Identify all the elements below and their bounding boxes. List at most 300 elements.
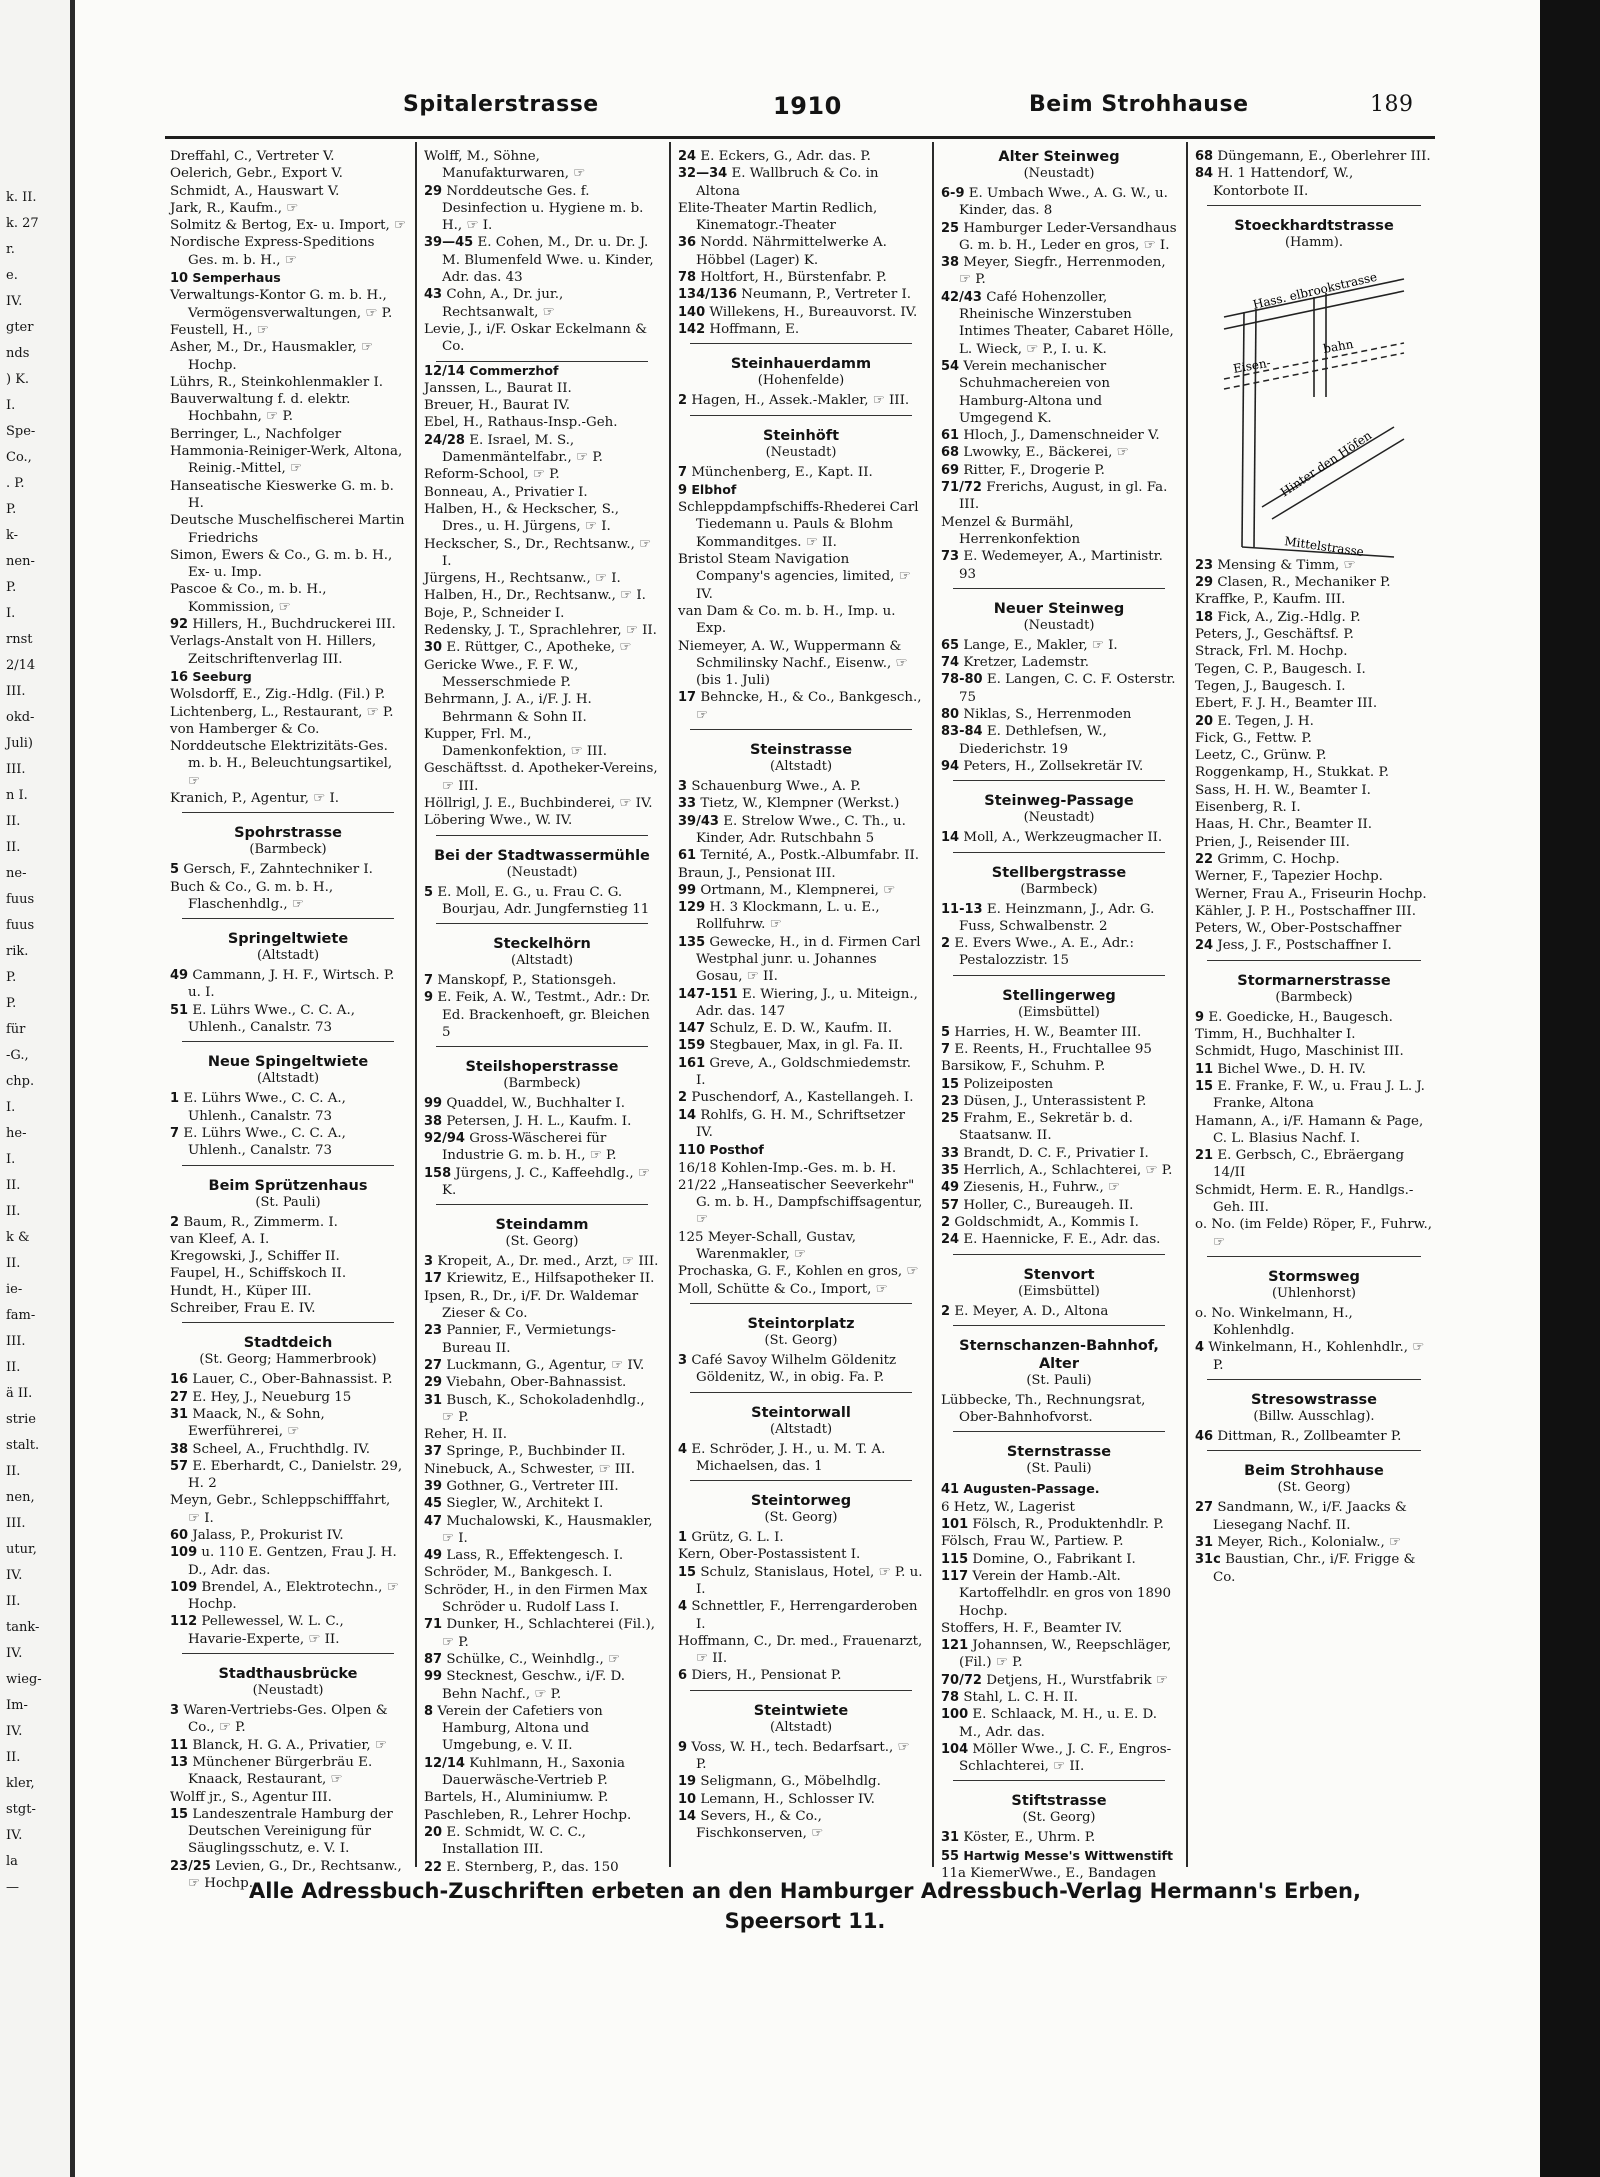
section-rule: [1207, 960, 1421, 961]
house-number: 159: [678, 1038, 706, 1054]
entry-text: E. Hey, J., Neueburg 15: [192, 1389, 352, 1405]
house-number: 60: [170, 1528, 189, 1543]
entry-text: E. Moll, E. G., u. Frau C. G. Bourjau, Adr. Jungfernstieg 11: [437, 884, 650, 917]
section-rule: [182, 1041, 394, 1042]
district-label: (St. Georg): [1022, 1810, 1096, 1826]
directory-entry: [1195, 591, 1433, 608]
entry-text: Höllrigl, J. E., Buchbinderei, ☞ IV.: [424, 795, 653, 811]
section-rule: [953, 1431, 1165, 1432]
section-rule: [690, 1303, 912, 1304]
directory-entry: [1195, 165, 1433, 200]
previous-page-fragment: rik.: [6, 944, 29, 959]
entry-text: Lange, E., Makler, ☞ I.: [963, 637, 1118, 653]
district-label: (Neustadt): [1023, 810, 1095, 826]
directory-entry: [1195, 678, 1433, 695]
district-label: (Altstadt): [256, 948, 320, 964]
previous-page-fragment: fuus: [6, 892, 35, 907]
house-number: 80: [941, 707, 960, 723]
house-number: 38: [170, 1441, 189, 1457]
street-heading: Stormarnerstrasse: [1237, 972, 1391, 989]
directory-entry: [424, 362, 660, 380]
directory-entry: [941, 254, 1177, 289]
entry-text: Verein mechanischer Schuhmachereien von Hamburg-Altona und Umgegend K.: [959, 358, 1110, 426]
entry-text: Fölsch, Frau W., Partiew. P.: [941, 1534, 1124, 1550]
map-label-street: Hinter den Höfen: [1277, 428, 1375, 500]
directory-entry: [941, 1551, 1177, 1568]
entry-text: Ternité, A., Postk.-Albumfabr. II.: [700, 848, 920, 864]
district-label: (Altstadt): [769, 759, 833, 775]
entry-text: Ninebuck, A., Schwester, ☞ III.: [424, 1461, 635, 1477]
district-label: (St. Georg): [1277, 1480, 1351, 1496]
directory-entry: [678, 638, 924, 690]
directory-entry: [424, 1755, 660, 1790]
entry-text: o. No. (im Felde) Röper, F., Fuhrw., ☞: [1195, 1217, 1432, 1250]
directory-entry: [678, 689, 924, 724]
directory-entry: [941, 289, 1177, 358]
house-number: 55: [941, 1848, 960, 1864]
directory-entry: [678, 269, 924, 286]
entry-text: Landeszentrale Hamburg der Deutschen Vereinigung für Säuglingsschutz, e. V. I.: [188, 1806, 393, 1857]
directory-entry: [1195, 1043, 1433, 1060]
directory-entry: [941, 427, 1177, 444]
house-number: 23: [941, 1093, 960, 1109]
entry-text: Pellewessel, W. L. C., Havarie-Experte, ☞ II.: [188, 1614, 344, 1647]
building-name: Augusten-Passage.: [963, 1481, 1100, 1497]
entry-text: Quaddel, W., Buchhalter I.: [446, 1096, 625, 1112]
house-number: 2: [678, 393, 688, 409]
directory-entry: [170, 1702, 406, 1737]
house-number: 19: [678, 1774, 697, 1790]
entry-text: Hammonia-Reiniger-Werk, Altona, Reinig.-Mittel, ☞: [170, 444, 403, 477]
house-number: 99: [678, 882, 697, 898]
directory-entry: [941, 1110, 1177, 1145]
entry-text: Schleppdampfschiffs-Rhederei Carl Tiedemann u. Pauls & Blohm Kommanditges. ☞ II.: [678, 500, 919, 550]
section-rule: [436, 1204, 648, 1205]
column-4: [941, 148, 1177, 1882]
entry-text: Gothner, G., Vertreter III.: [446, 1479, 619, 1494]
entry-text: Muchalowski, K., Hausmakler, ☞ I.: [442, 1513, 653, 1546]
house-number: 12/14: [424, 1755, 465, 1771]
directory-entry: [678, 1633, 924, 1668]
house-number: 135: [678, 934, 706, 950]
house-number: 142: [678, 321, 706, 337]
directory-entry: [170, 1002, 406, 1037]
street-heading: Beim Strohhause: [1244, 1463, 1384, 1480]
previous-page-fragment: stgt-: [6, 1802, 36, 1817]
house-number: 94: [941, 758, 960, 774]
house-number: 1: [678, 1530, 688, 1546]
directory-entry: [678, 778, 924, 795]
entry-text: E. Lührs Wwe., C. C. A., Uhlenh., Canalstr. 73: [183, 1125, 346, 1159]
directory-entry: [678, 1529, 924, 1546]
directory-entry: [941, 1480, 1177, 1498]
directory-entry: [424, 1443, 660, 1460]
directory-entry: [1195, 834, 1433, 851]
directory-entry: [941, 444, 1177, 461]
entry-text: 11a KiemerWwe., E., Bandagen: [941, 1866, 1157, 1882]
map-label-street: Mittelstrasse: [1283, 533, 1365, 559]
directory-entry: [678, 464, 924, 481]
house-number: 6-9: [941, 186, 965, 201]
entry-text: Peters, W., Ober-Postschaffner: [1195, 921, 1402, 937]
entry-text: Redensky, J. T., Sprachlehrer, ☞ II.: [424, 623, 657, 639]
previous-page-fragment: II.: [6, 840, 21, 855]
entry-text: Berringer, L., Nachfolger: [170, 426, 342, 442]
section-rule: [953, 588, 1165, 589]
house-number: 92: [170, 617, 189, 633]
directory-entry: [1195, 937, 1433, 954]
entry-text: Düngemann, E., Oberlehrer III.: [1217, 149, 1431, 164]
entry-text: Paschleben, R., Lehrer Hochp.: [424, 1807, 632, 1823]
entry-text: E. Goedicke, H., Baugesch.: [1208, 1009, 1393, 1025]
entry-text: E. Schmidt, W. C. C., Installation III.: [442, 1824, 586, 1858]
previous-page-fragment: IV.: [6, 1568, 23, 1583]
house-number: 3: [170, 1703, 180, 1719]
house-number: 1: [170, 1091, 180, 1107]
entry-text: Café Savoy Wilhelm Göldenitz Göldenitz, W., in obig. Fa. P.: [691, 1352, 897, 1386]
entry-text: Kupper, Frl. M., Damenkonfektion, ☞ III.: [424, 726, 608, 760]
directory-entry: [678, 1177, 924, 1229]
directory-entry: [941, 758, 1177, 775]
entry-text: Ortmann, M., Klempnerei, ☞: [700, 882, 896, 898]
directory-entry: [424, 1165, 660, 1200]
directory-entry: [424, 321, 660, 356]
house-number: 23/25: [170, 1858, 211, 1874]
directory-entry: [941, 1024, 1177, 1041]
house-number: 45: [424, 1496, 443, 1512]
street-heading: Steinweg-Passage: [984, 793, 1134, 810]
district-label: (St. Pauli): [1026, 1461, 1092, 1477]
house-number: 68: [941, 445, 960, 461]
entry-text: Levien, G., Dr., Rechtsanw., ☞ Hochp.: [188, 1858, 402, 1892]
district-label: (Neustadt): [765, 444, 837, 460]
section-rule: [690, 1392, 912, 1393]
directory-entry: [678, 1739, 924, 1774]
entry-text: Ipsen, R., Dr., i/F. Dr. Waldemar Zieser & Co.: [424, 1288, 639, 1322]
entry-text: Sass, H. H. W., Beamter I.: [1195, 782, 1371, 798]
entry-text: Domine, O., Fabrikant I.: [972, 1551, 1136, 1567]
entry-text: Boje, P., Schneider I.: [424, 605, 565, 621]
house-number: 21: [1195, 1148, 1214, 1164]
directory-entry: [170, 1754, 406, 1789]
directory-entry: [678, 392, 924, 409]
previous-page-fragment: rnst: [6, 632, 33, 647]
house-number: 43: [424, 287, 443, 303]
house-number: 49: [424, 1548, 443, 1564]
street-map: [1214, 257, 1414, 557]
entry-text: Neumann, P., Vertreter I.: [741, 287, 912, 303]
entry-text: Behncke, H., & Co., Bankgesch., ☞: [696, 690, 922, 723]
previous-page-fragment: utur,: [6, 1542, 37, 1557]
directory-entry: [941, 723, 1177, 758]
directory-entry: [170, 1265, 406, 1282]
entry-text: Stegbauer, Max, in gl. Fa. II.: [709, 1038, 904, 1054]
directory-entry: [678, 148, 924, 165]
district-label: (Barmbeck): [503, 1076, 581, 1092]
previous-page-fragment: I.: [6, 1100, 16, 1115]
entry-text: E. Israel, M. S., Damenmäntelfabr., ☞ P.: [442, 432, 603, 466]
entry-text: Braun, J., Pensionat III.: [678, 865, 836, 881]
previous-page-fragment: III.: [6, 1334, 26, 1349]
house-number: 27: [170, 1389, 189, 1405]
entry-text: Gersch, F., Zahntechniker I.: [183, 862, 373, 878]
house-number: 78: [941, 1690, 960, 1705]
house-number: 92/94: [424, 1130, 465, 1146]
previous-page-fragment: -G.,: [6, 1048, 29, 1063]
previous-page-fragment: chp.: [6, 1074, 35, 1089]
previous-page-fragment: fam-: [6, 1308, 36, 1323]
house-number: 117: [941, 1568, 969, 1584]
directory-entry: [1195, 643, 1433, 660]
house-number: 10: [678, 1791, 697, 1807]
entry-text: von Hamberger & Co.: [170, 721, 320, 737]
directory-entry: [424, 1095, 660, 1112]
street-heading: Stellbergstrasse: [991, 864, 1127, 881]
directory-entry: [170, 721, 406, 738]
directory-entry: [1195, 713, 1433, 730]
entry-text: Peters, J., Geschäftsf. P.: [1195, 627, 1354, 643]
directory-entry: [1195, 626, 1433, 643]
entry-text: van Kleef, A. I.: [170, 1231, 270, 1247]
previous-page-fragment: . P.: [6, 476, 25, 491]
house-number: 4: [1195, 1340, 1205, 1356]
entry-text: Holler, C., Bureaugeh. II.: [963, 1197, 1134, 1213]
section-rule: [690, 1690, 912, 1691]
directory-entry: [424, 622, 660, 639]
directory-entry: [424, 484, 660, 501]
house-number: 78-80: [941, 672, 983, 688]
district-label: (St. Pauli): [1026, 1372, 1092, 1388]
entry-text: Clasen, R., Mechaniker P.: [1217, 575, 1391, 591]
directory-entry: [424, 605, 660, 622]
directory-entry: [678, 882, 924, 899]
district-label: (Neustadt): [252, 1683, 324, 1699]
house-number: 29: [424, 183, 443, 199]
entry-text: Norddeutsche Elektrizitäts-Ges. m. b. H., Beleuchtungsartikel, ☞: [170, 739, 393, 789]
directory-entry: [170, 165, 406, 182]
section-rule: [1207, 1450, 1421, 1451]
house-number: 22: [424, 1859, 443, 1875]
entry-text: Willekens, H., Bureauvorst. IV.: [709, 304, 918, 320]
entry-text: Münchenberg, E., Kapt. II.: [691, 464, 873, 480]
directory-entry: [941, 1637, 1177, 1672]
entry-text: Moll, Schütte & Co., Import, ☞: [678, 1281, 888, 1297]
entry-text: Jalass, P., Prokurist IV.: [192, 1528, 344, 1543]
house-number: 4: [678, 1441, 688, 1457]
directory-entry: [170, 1737, 406, 1754]
entry-text: E. Eberhardt, C., Danielstr. 29, H. 2: [188, 1458, 403, 1492]
previous-page-fragment: I.: [6, 606, 16, 621]
house-number: 35: [941, 1163, 960, 1179]
entry-text: Strack, Frl. M. Hochp.: [1195, 644, 1348, 660]
directory-entry: [170, 1283, 406, 1300]
street-heading: Spohrstrasse: [234, 825, 342, 842]
column-2: [424, 148, 660, 1875]
directory-entry: [424, 1130, 660, 1165]
directory-entry: [170, 512, 406, 547]
entry-text: Roggenkamp, H., Stukkat. P.: [1195, 765, 1389, 781]
directory-entry: [170, 686, 406, 703]
directory-entry: [941, 1847, 1177, 1865]
entry-text: Timm, H., Buchhalter I.: [1195, 1027, 1356, 1043]
directory-entry: [941, 1179, 1177, 1196]
directory-entry: [170, 234, 406, 269]
entry-text: Tietz, W., Klempner (Werkst.): [700, 796, 900, 812]
section-rule: [690, 415, 912, 416]
column-divider: [932, 142, 934, 1867]
house-number: 49: [941, 1180, 960, 1196]
house-number: 47: [424, 1513, 443, 1529]
directory-entry: [424, 1253, 660, 1270]
directory-entry: [941, 1093, 1177, 1110]
entry-text: Lemann, H., Schlosser IV.: [700, 1791, 875, 1807]
directory-entry: [678, 234, 924, 269]
section-rule: [953, 780, 1165, 781]
house-number: 147: [678, 1021, 706, 1037]
directory-entry: [678, 1263, 924, 1280]
directory-entry: [941, 1516, 1177, 1533]
house-number: 9: [678, 482, 688, 498]
entry-text: Schnettler, F., Herrengarderoben I.: [691, 1599, 918, 1632]
previous-page-fragment: II.: [6, 1360, 21, 1375]
directory-entry: [170, 200, 406, 217]
directory-entry: [678, 165, 924, 200]
directory-entry: [1195, 1428, 1433, 1445]
directory-entry: [424, 432, 660, 467]
directory-entry: [941, 671, 1177, 706]
entry-text: Barsikow, F., Schuhm. P.: [941, 1059, 1106, 1075]
entry-text: H. 3 Klockmann, L. u. E., Rollfuhrw. ☞: [696, 900, 880, 933]
street-heading: Steinhöft: [762, 427, 840, 444]
house-number: 17: [678, 690, 697, 706]
street-heading: Sternstrasse: [1006, 1444, 1112, 1461]
entry-text: Johannsen, W., Reepschläger, (Fil.) ☞ P.: [959, 1638, 1172, 1671]
house-number: 109: [170, 1579, 198, 1595]
entry-text: Voss, W. H., tech. Bedarfsart., ☞ P.: [691, 1739, 910, 1773]
section-rule: [436, 1046, 648, 1047]
directory-entry: [678, 795, 924, 812]
directory-entry: [170, 1492, 406, 1527]
district-label: (Altstadt): [256, 1071, 320, 1087]
section-rule: [953, 852, 1165, 853]
entry-text: Grütz, G. L. I.: [691, 1530, 784, 1546]
entry-text: Stoffers, H. F., Beamter IV.: [941, 1620, 1123, 1636]
directory-entry: [424, 1547, 660, 1564]
entry-text: Jess, J. F., Postschaffner I.: [1217, 938, 1392, 954]
directory-entry: [941, 185, 1177, 220]
house-number: 14: [678, 1107, 697, 1123]
previous-page-fragment: k &: [6, 1230, 30, 1245]
directory-entry: [424, 234, 660, 286]
entry-text: Kranich, P., Agentur, ☞ I.: [170, 790, 340, 806]
district-label: (Altstadt): [769, 1421, 833, 1437]
directory-entry: [1195, 764, 1433, 781]
entry-text: Siegler, W., Architekt I.: [446, 1496, 604, 1512]
house-number: 14: [678, 1808, 697, 1824]
directory-entry: [941, 1162, 1177, 1179]
directory-entry: [941, 1303, 1177, 1320]
directory-entry: [424, 884, 660, 919]
house-number: 27: [424, 1357, 443, 1373]
house-number: 74: [941, 655, 960, 671]
entry-text: Gross-Wäscherei für Industrie G. m. b. H., ☞ P.: [442, 1130, 617, 1164]
district-label: (Neustadt): [1023, 166, 1095, 181]
entry-text: Hoffmann, E.: [709, 321, 800, 337]
building-name: Commerzhof: [469, 362, 559, 378]
entry-text: Löbering Wwe., W. IV.: [424, 813, 573, 829]
previous-page-fragment: I.: [6, 1152, 16, 1167]
house-number: 129: [678, 900, 706, 916]
directory-entry: [1195, 920, 1433, 937]
district-label: (St. Georg): [505, 1234, 579, 1250]
entry-text: Oelerich, Gebr., Export V.: [170, 166, 343, 182]
directory-entry: [170, 322, 406, 339]
previous-page-fragment: k. II.: [6, 190, 37, 205]
entry-text: Bichel Wwe., D. H. IV.: [1217, 1061, 1366, 1077]
street-heading: Steintorplatz: [747, 1315, 855, 1332]
directory-entry: [1195, 851, 1433, 868]
directory-entry: [424, 657, 660, 692]
house-number: 99: [424, 1096, 443, 1112]
entry-text: Schröder, H., in den Firmen Max Schröder u. Rudolf Lass I.: [424, 1582, 648, 1616]
house-number: 27: [1195, 1500, 1214, 1516]
directory-entry: [678, 304, 924, 321]
directory-entry: [170, 861, 406, 878]
entry-text: Gericke Wwe., F. F. W., Messerschmiede P.: [424, 657, 579, 690]
previous-page-fragment: e.: [6, 268, 18, 283]
directory-entry: [424, 1582, 660, 1617]
directory-entry: [678, 1037, 924, 1054]
house-number: 70/72: [941, 1672, 982, 1688]
entry-text: Holtfort, H., Bürstenfabr. P.: [700, 270, 887, 286]
district-label: (St. Georg; Hammerbrook): [199, 1352, 377, 1368]
directory-entry: [424, 726, 660, 761]
house-number: 31: [941, 1830, 960, 1846]
house-number: 39/43: [678, 813, 719, 829]
entry-text: H. 1 Hattendorf, W., Kontorbote II.: [1213, 166, 1354, 199]
directory-entry: [170, 1125, 406, 1160]
directory-entry: [678, 899, 924, 934]
directory-entry: [170, 581, 406, 616]
house-number: 31: [170, 1406, 189, 1422]
entry-text: Levie, J., i/F. Oskar Eckelmann & Co.: [424, 321, 648, 355]
previous-page-fragment: n I.: [6, 788, 28, 803]
entry-text: Busch, K., Schokoladenhdlg., ☞ P.: [442, 1392, 645, 1425]
entry-text: Tegen, C. P., Baugesch. I.: [1195, 661, 1366, 677]
directory-entry: [678, 986, 924, 1021]
street-heading: Neue Spingeltwiete: [207, 1054, 369, 1071]
entry-text: Hamann, A., i/F. Hamann & Page, C. L. Blasius Nachf. I.: [1195, 1113, 1424, 1146]
entry-text: Asher, M., Dr., Hausmakler, ☞ Hochp.: [170, 340, 374, 373]
section-rule: [436, 923, 648, 924]
directory-entry: [424, 1513, 660, 1548]
house-number: 18: [1195, 609, 1214, 625]
entry-text: E. Umbach Wwe., A. G. W., u. Kinder, das. 8: [959, 186, 1168, 219]
entry-text: E. Cohen, M., Dr. u. Dr. J. M. Blumenfeld Wwe. u. Kinder, Adr. das. 43: [442, 235, 654, 286]
directory-entry: [170, 287, 406, 322]
house-number: 3: [424, 1254, 434, 1270]
directory-entry: [1195, 695, 1433, 712]
directory-entry: [170, 269, 406, 287]
directory-entry: [424, 380, 660, 397]
entry-text: Brendel, A., Elektrotechn., ☞ Hochp.: [188, 1579, 399, 1613]
entry-text: Cammann, J. H. F., Wirtsch. P. u. I.: [188, 968, 395, 1001]
entry-text: 125 Meyer-Schall, Gustav, Warenmakler, ☞: [678, 1229, 857, 1263]
street-heading: Alter Steinweg: [998, 149, 1120, 165]
house-number: 15: [1195, 1078, 1214, 1094]
entry-text: Goldschmidt, A., Kommis I.: [954, 1214, 1139, 1230]
directory-entry: [424, 1651, 660, 1668]
